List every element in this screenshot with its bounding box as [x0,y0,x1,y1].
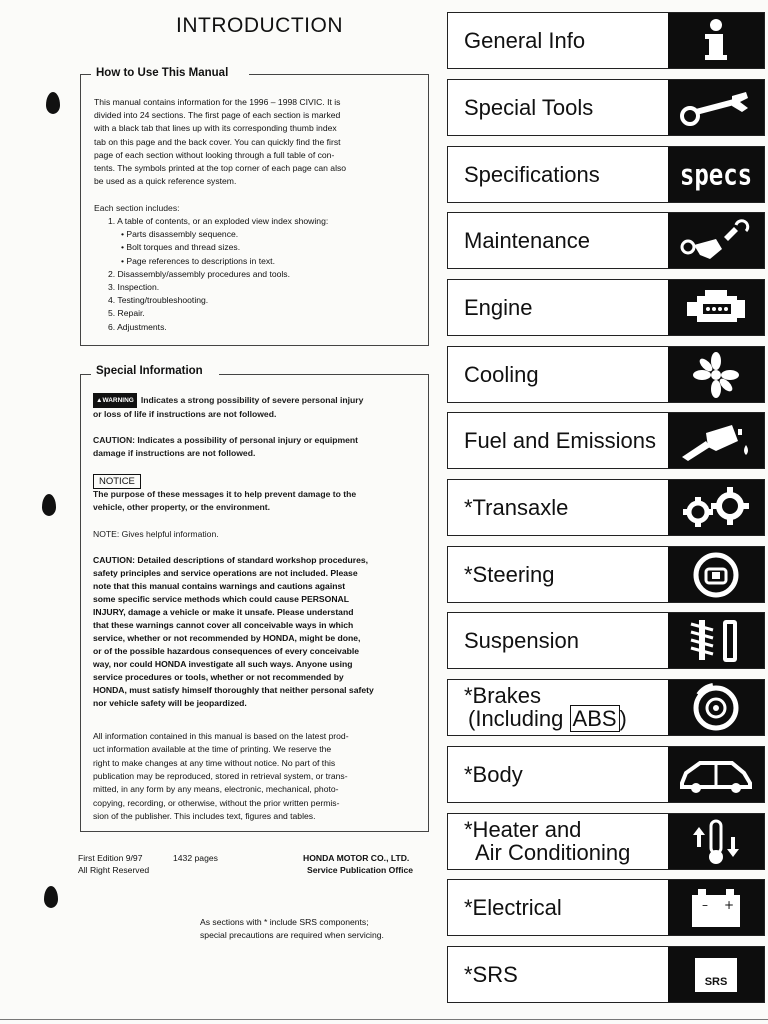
section-tab-label: Maintenance [464,228,590,253]
caution-line: some specific service methods which could cause PERSONAL [93,594,349,604]
section-tab[interactable] [447,412,765,469]
section-tab-label: Special Tools [464,95,594,120]
caution-line: nor vehicle safety will be jeopardized. [93,698,247,708]
how-to-use-heading: How to Use This Manual [92,67,232,79]
abs-badge: ABS [570,705,620,732]
intro-line: tab on this page and the back cover. You can quickly find the first [94,136,341,147]
caution-line: or of the possible hazardous consequences of every conceivable [93,646,360,656]
caution-line: HONDA, must satisfy himself thoroughly that neither personal safety [93,685,374,695]
warning-tag: ▲WARNING [93,393,137,408]
intro-line: be used as a quick reference system. [94,176,237,187]
caution-line: service procedures or tools, whether or not recommended by [93,672,344,682]
section-tab-label: *Heater and Air Conditioning [464,817,631,865]
section-tab-label: *Body [464,762,523,787]
specs-icon: specs [668,147,764,202]
section-tab-label: *Steering [464,562,555,587]
rights-text: All Right Reserved [78,865,150,875]
page-count: 1432 pages [173,853,218,863]
info-line: copying, recording, or otherwise, without the prior written permis- [93,797,340,808]
section-tab-label: *SRS [464,962,518,987]
includes-label: Each section includes: [94,203,180,213]
info-line: sion of the publisher. This includes text, figures and tables. [93,810,316,821]
section-tab[interactable] [447,946,765,1003]
battery-icon [668,880,764,935]
caution-line: that these warnings cannot cover all conceivable ways in which [93,620,354,630]
engine-icon [668,280,764,335]
section-tab[interactable] [447,479,765,536]
list-item: 4. Testing/troubleshooting. [108,295,209,306]
svg-text:–: – [702,897,708,912]
section-tab[interactable] [447,146,765,203]
section-tab-label: *Transaxle [464,495,569,520]
binder-hole-mark [44,886,58,908]
section-tab-label: General Info [464,28,586,53]
company-name: HONDA MOTOR CO., LTD. [303,853,410,863]
section-tab[interactable] [447,612,765,669]
section-tab-label: *Brakes (Including ABS ) [464,683,627,731]
wrench-icon [668,80,764,135]
info-icon [668,13,764,68]
intro-line: with a black tab that lines up with its corresponding thumb index [94,123,337,134]
intro-line: This manual contains information for the 1996 – 1998 CIVIC. It is [94,97,341,107]
maintenance-icon [668,213,764,268]
srs-note-line1: As sections with * include SRS components; [200,917,369,927]
section-tab[interactable] [447,813,765,870]
info-line: All information contained in this manual is based on the latest prod- [93,731,349,741]
intro-line: page of each section without looking through a full table of con- [94,149,335,160]
brake-disc-icon [668,680,764,735]
special-information-heading: Special Information [92,365,207,377]
info-line: mitted, in any form by any means, electronic, mechanical, photo- [93,784,339,795]
fuel-nozzle-icon [668,413,764,468]
section-tab[interactable] [447,879,765,936]
svg-text:+: + [724,897,735,912]
section-tab-label: Specifications [464,162,600,187]
section-tab[interactable] [447,12,765,69]
caution-line: service, whether or not recommended by HONDA, might be done, [93,633,361,643]
note-text: NOTE: Gives helpful information. [93,529,219,539]
list-item: 5. Repair. [108,308,145,319]
caution-line: CAUTION: Detailed descriptions of standard workshop procedures, [93,555,369,565]
section-tab[interactable] [447,212,765,269]
list-item: 6. Adjustments. [108,321,167,332]
notice-tag: NOTICE [93,474,141,489]
section-tab[interactable] [447,546,765,603]
list-item: 1. A table of contents, or an exploded view index showing: [108,216,329,226]
edition-text: First Edition 9/97 [78,853,143,863]
list-item: • Page references to descriptions in text. [121,255,275,266]
section-tab[interactable] [447,746,765,803]
office-name: Service Publication Office [307,865,414,875]
section-tab-label: Engine [464,295,533,320]
list-item: • Bolt torques and thread sizes. [121,242,241,253]
intro-line: tents. The symbols printed at the top corner of each page can also [94,163,347,173]
srs-note-line2: special precautions are required when servicing. [200,930,384,940]
notice-text: The purpose of these messages it to help prevent damage to the vehicle, other property, or the environment. [93,489,357,513]
section-tab[interactable] [447,346,765,403]
section-tab-label: Suspension [464,628,579,653]
caution-line: INJURY, damage a vehicle or make it unsafe. Please understand [93,607,354,617]
section-tab[interactable] [447,279,765,336]
thermometer-icon [668,814,764,869]
page-bottom-edge [0,1019,768,1020]
caution-line: way, nor could HONDA investigate all such ways. Anyone using [93,659,353,669]
caution-text: CAUTION: Indicates a possibility of personal injury or equipment damage if instructions are not followed. [93,435,359,459]
section-tab-label: Cooling [464,362,539,387]
section-tab[interactable] [447,679,765,736]
list-item: 2. Disassembly/assembly procedures and tools. [108,268,290,279]
info-line: right to make changes at any time without notice. No part of this [93,757,336,768]
car-body-icon [668,747,764,802]
info-line: publication may be reproduced, stored in retrieval system, or trans- [93,770,348,781]
section-tab-label: Fuel and Emissions [464,428,656,453]
caution-line: safety principles and service operations are not included. Please [93,568,358,578]
list-item: 3. Inspection. [108,282,160,292]
binder-hole-mark [46,92,60,114]
gears-icon [668,480,764,535]
page-title: INTRODUCTION [176,14,343,37]
steering-wheel-icon [668,547,764,602]
info-line: uct information available at the time of printing. We reserve the [93,744,332,755]
list-item: • Parts disassembly sequence. [121,229,239,240]
shock-absorber-icon [668,613,764,668]
caution-line: note that this manual contains warnings and cautions against [93,581,346,591]
intro-line: divided into 24 sections. The first page of each section is marked [94,110,341,121]
binder-hole-mark [42,494,56,516]
srs-icon: SRS [668,947,764,1002]
section-tab-label: *Electrical [464,895,562,920]
fan-icon [668,347,764,402]
warning-text: ▲WARNING Indicates a strong possibility of severe personal injury or loss of life if instructions are not followed. [93,395,364,420]
section-tab[interactable] [447,79,765,136]
